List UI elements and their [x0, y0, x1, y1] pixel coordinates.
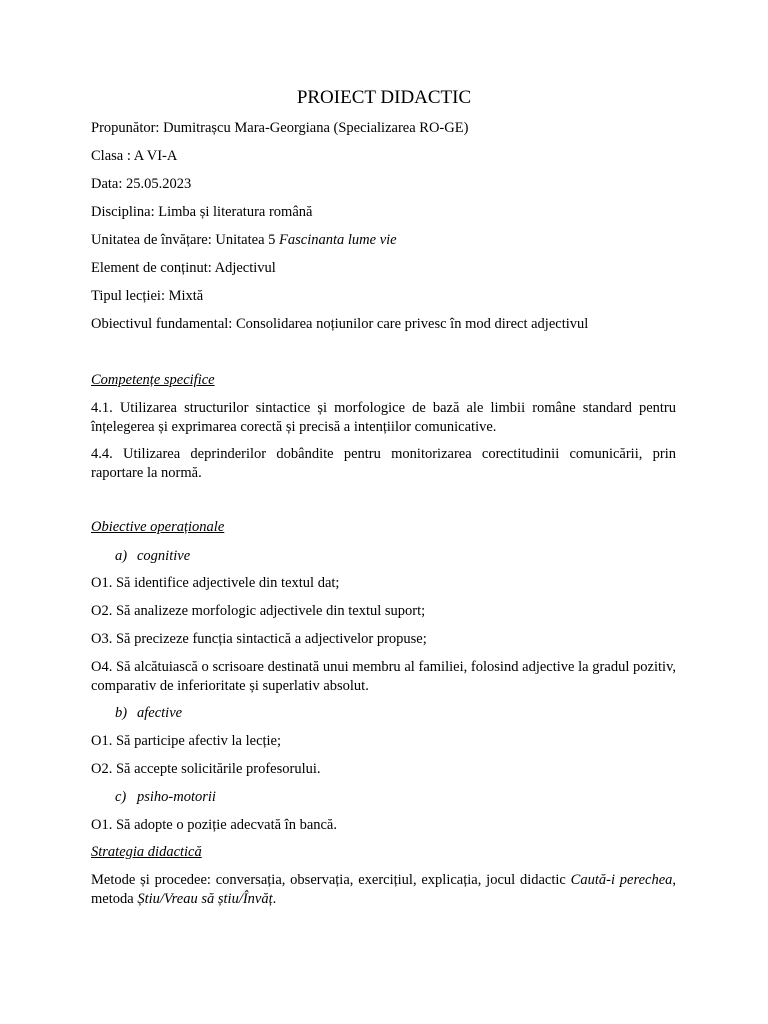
page-title: PROIECT DIDACTIC: [296, 87, 472, 108]
obiective-heading: Obiective operaționale: [91, 519, 225, 535]
objective-o2-cognitive: O2. Să analizeze morfologic adjectivele din textul suport;: [91, 603, 426, 619]
metode-end: .: [272, 891, 277, 907]
data-line: Data: 25.05.2023: [91, 176, 192, 192]
strategia-heading: Strategia didactică: [91, 844, 202, 860]
objective-o1-psihomotorii: O1. Să adopte o poziție adecvată în bancă.: [91, 817, 337, 833]
metode-paragraph: [91, 871, 676, 909]
subsection-a-label: cognitive: [137, 548, 191, 564]
unitatea-line: [91, 231, 676, 250]
subsection-c-label: psiho-motorii: [137, 789, 216, 805]
subsection-a-letter: a): [115, 548, 128, 564]
propunator-line: Propunător: Dumitrașcu Mara-Georgiana (Specializarea RO-GE): [91, 120, 469, 136]
element-line: Element de conținut: Adjectivul: [91, 260, 276, 276]
subsection-b: [115, 704, 182, 723]
competente-heading: Competențe specifice: [91, 372, 215, 388]
metode-text: Metode și procedee: conversația, observația, exercițiul, explicația, jocul didactic: [91, 872, 571, 888]
objective-o1-afective: O1. Să participe afectiv la lecție;: [91, 733, 282, 749]
competenta-4-1: 4.1. Utilizarea structurilor sintactice și morfologice de bază ale limbii române standard pentru înțelegerea și exprimarea corectă și precisă a intențiilor comunicative.: [91, 400, 676, 435]
metode-stiu: Știu/Vreau să știu/Învăț: [137, 891, 273, 907]
obiectivul-line: Obiectivul fundamental: Consolidarea noțiunilor care privesc în mod direct adjectivul: [91, 316, 589, 332]
competenta-4-4: 4.4. Utilizarea deprinderilor dobândite pentru monitorizarea corectitudinii comunicării, prin raportare la normă.: [91, 446, 676, 481]
subsection-b-letter: b): [115, 705, 128, 721]
metode-joc: Caută-i perechea: [570, 872, 673, 888]
disciplina-line: Disciplina: Limba și literatura română: [91, 204, 313, 220]
subsection-a: [115, 547, 190, 566]
objective-o3-cognitive: O3. Să precizeze funcția sintactică a adjectivelor propuse;: [91, 631, 427, 647]
tipul-line: Tipul lecției: Mixtă: [91, 288, 204, 304]
subsection-c: [115, 788, 216, 807]
objective-o2-afective: O2. Să accepte solicitările profesorului.: [91, 761, 321, 777]
unitatea-text: Unitatea de învățare: Unitatea 5: [91, 232, 280, 248]
objective-o1-cognitive: O1. Să identifice adjectivele din textul dat;: [91, 575, 340, 591]
metode-mid: , metoda: [91, 872, 677, 907]
unitatea-title: Fascinanta lume vie: [279, 232, 397, 248]
subsection-c-letter: c): [115, 789, 127, 805]
objective-o4-cognitive: O4. Să alcătuiască o scrisoare destinată unui membru al familiei, folosind adjective la gradul pozitiv, comparativ de inferioritate și superlativ absolut.: [91, 659, 676, 694]
clasa-line: Clasa : A VI-A: [91, 148, 178, 164]
subsection-b-label: afective: [137, 705, 183, 721]
